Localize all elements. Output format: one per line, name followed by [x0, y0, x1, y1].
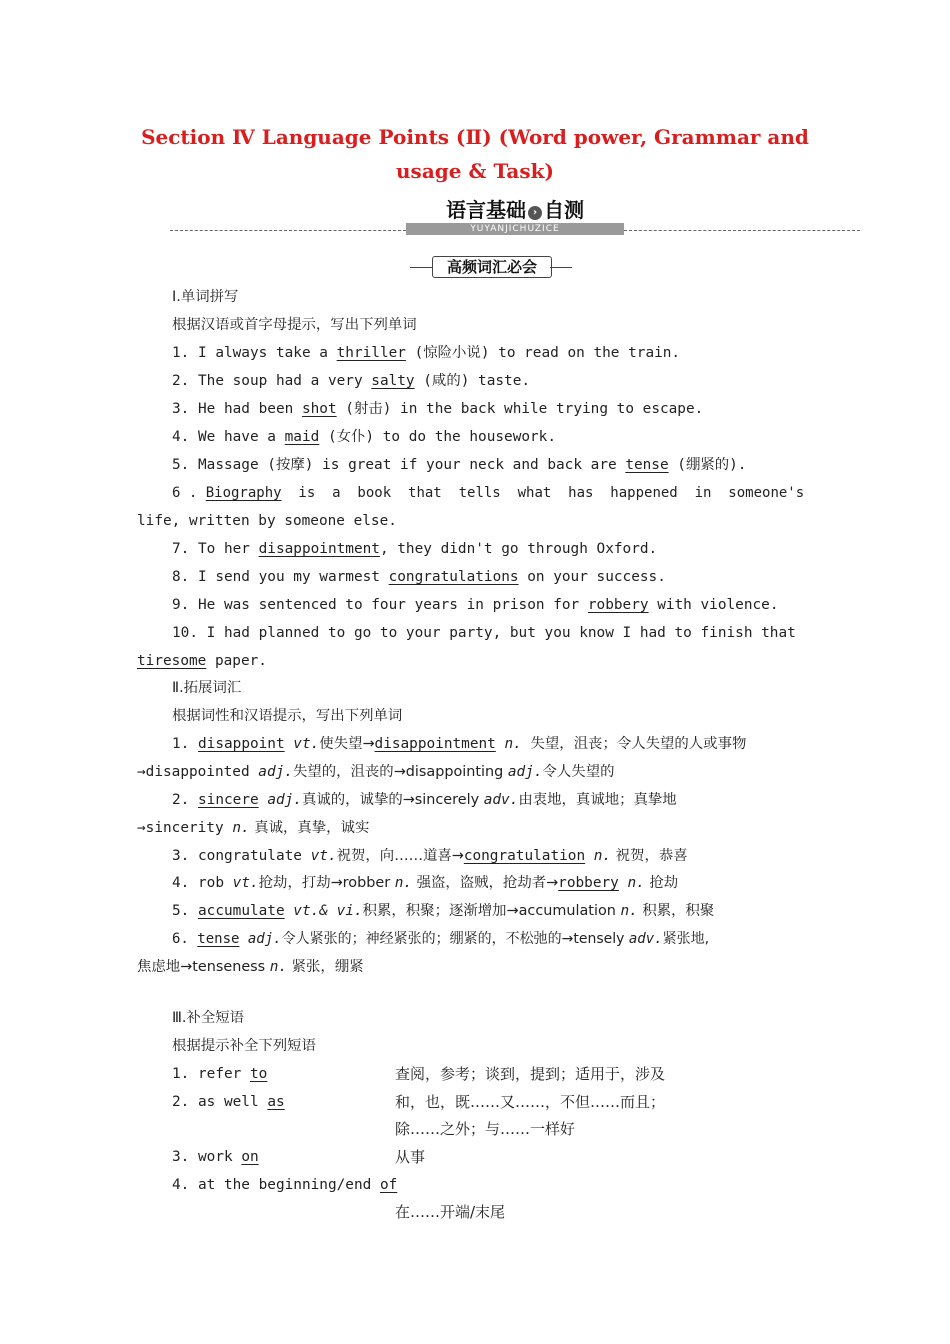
- part1-heading: Ⅰ.单词拼写: [172, 289, 239, 305]
- answer: congratulation: [463, 848, 586, 864]
- list-item: 1. refer to: [172, 1066, 268, 1082]
- banner-pinyin-strip: YUYANJICHUZICE: [406, 223, 624, 235]
- title-line-1: Section Ⅳ Language Points (Ⅱ) (Word power, Grammar and: [141, 125, 809, 149]
- part2-heading: Ⅱ.拓展词汇: [172, 680, 242, 696]
- list-item-continuation: 焦虑地→tenseness n. 紧张，绷紧: [137, 959, 364, 975]
- phrase-meaning: 除……之外；与……一样好: [395, 1120, 576, 1138]
- title-line-2: usage & Task): [396, 159, 554, 183]
- answer: disappoint: [198, 736, 285, 752]
- list-item: 2. sincere adj.真诚的，诚挚的→sincerely adv.由衷地，真诚地；真挚地: [172, 792, 677, 808]
- answer: salty: [371, 373, 415, 389]
- list-item: 6 . Biography is a book that tells what has happened in someone's: [172, 485, 805, 501]
- answer: tiresome: [137, 653, 207, 669]
- list-item: 5. accumulate vt.& vi.积累，积聚；逐渐增加→accumulation n. 积累，积聚: [172, 903, 715, 919]
- answer: thriller: [336, 345, 406, 361]
- part3-heading: Ⅲ.补全短语: [172, 1010, 245, 1026]
- banner-heading: [406, 196, 624, 224]
- answer: Biography: [205, 485, 282, 501]
- answer: robbery: [587, 597, 649, 613]
- list-item: 2. The soup had a very salty (咸的) taste.: [172, 373, 531, 389]
- list-item-continuation: →sincerity n. 真诚，真挚，诚实: [137, 820, 370, 836]
- list-item: 10. I had planned to go to your party, but you know I had to finish that: [172, 625, 796, 641]
- list-item: 1. disappoint vt.使失望→disappointment n. 失望，沮丧；令人失望的人或事物: [172, 736, 747, 752]
- part3-instruction: 根据提示补全下列短语: [172, 1038, 316, 1054]
- banner-heading-a: 语言基础: [446, 198, 526, 222]
- answer: accumulate: [198, 903, 285, 919]
- list-item-continuation: tiresome paper.: [137, 653, 267, 669]
- answer: disappointment: [374, 736, 496, 752]
- list-item: 9. He was sentenced to four years in prison for robbery with violence.: [172, 597, 779, 613]
- answer: of: [379, 1177, 398, 1193]
- list-item: 1. I always take a thriller (惊险小说) to read on the train.: [172, 345, 681, 361]
- subheading: 高频词汇必会: [432, 256, 552, 278]
- section-title: [120, 120, 830, 188]
- phrase-meaning: 在……开端/末尾: [395, 1203, 506, 1221]
- list-item-continuation: →disappointed adj.失望的，沮丧的→disappointing adj.令人失望的: [137, 764, 615, 780]
- banner-divider-left: [170, 230, 406, 231]
- list-item-continuation: life, written by someone else.: [137, 513, 397, 529]
- list-item: 4. at the beginning/end of: [172, 1177, 398, 1193]
- phrase-meaning: 从事: [395, 1148, 426, 1166]
- list-item: 8. I send you my warmest congratulations on your success.: [172, 569, 666, 585]
- answer: congratulations: [388, 569, 519, 585]
- subheading-frame: [410, 256, 572, 278]
- answer: robbery: [558, 875, 619, 891]
- answer: on: [241, 1149, 259, 1165]
- subheading-rule-left: [410, 267, 432, 268]
- phrase-meaning: 和，也，既……又……，不但……而且；: [395, 1093, 666, 1111]
- list-item: 2. as well as: [172, 1094, 285, 1110]
- answer: tense: [625, 457, 669, 473]
- section-banner: [170, 196, 860, 240]
- list-item: 4. rob vt.抢劫，打劫→robber n. 强盗，盗贼，抢劫者→robbery n. 抢劫: [172, 875, 679, 891]
- subheading-rule-right: [550, 267, 572, 268]
- answer: maid: [284, 429, 320, 445]
- phrase-meaning: 查阅，参考；谈到，提到；适用于，涉及: [395, 1065, 666, 1083]
- answer: shot: [301, 401, 337, 417]
- answer: disappointment: [258, 541, 380, 557]
- answer: tense: [197, 931, 240, 947]
- list-item: 7. To her disappointment, they didn't go through Oxford.: [172, 541, 658, 557]
- part2-instruction: 根据词性和汉语提示，写出下列单词: [172, 708, 403, 724]
- list-item: 6. tense adj.令人紧张的；神经紧张的；绷紧的，不松弛的→tensely adv.紧张地,: [172, 931, 710, 947]
- banner-divider-right: [624, 230, 860, 231]
- list-item: 3. congratulate vt.祝贺，向……道喜→congratulation n. 祝贺，恭喜: [172, 848, 688, 864]
- list-item: 3. work on: [172, 1149, 259, 1165]
- answer: sincere: [198, 792, 259, 808]
- answer: as: [267, 1094, 285, 1110]
- list-item: 4. We have a maid (女仆) to do the housework.: [172, 429, 557, 445]
- part1-instruction: 根据汉语或首字母提示，写出下列单词: [172, 317, 417, 333]
- list-item: 5. Massage (按摩) is great if your neck and back are tense (绷紧的).: [172, 457, 747, 473]
- banner-heading-b: 自测: [544, 198, 584, 222]
- answer: to: [249, 1066, 268, 1082]
- arrow-circle-icon: ›: [528, 206, 542, 220]
- list-item: 3. He had been shot (射击) in the back while trying to escape.: [172, 401, 704, 417]
